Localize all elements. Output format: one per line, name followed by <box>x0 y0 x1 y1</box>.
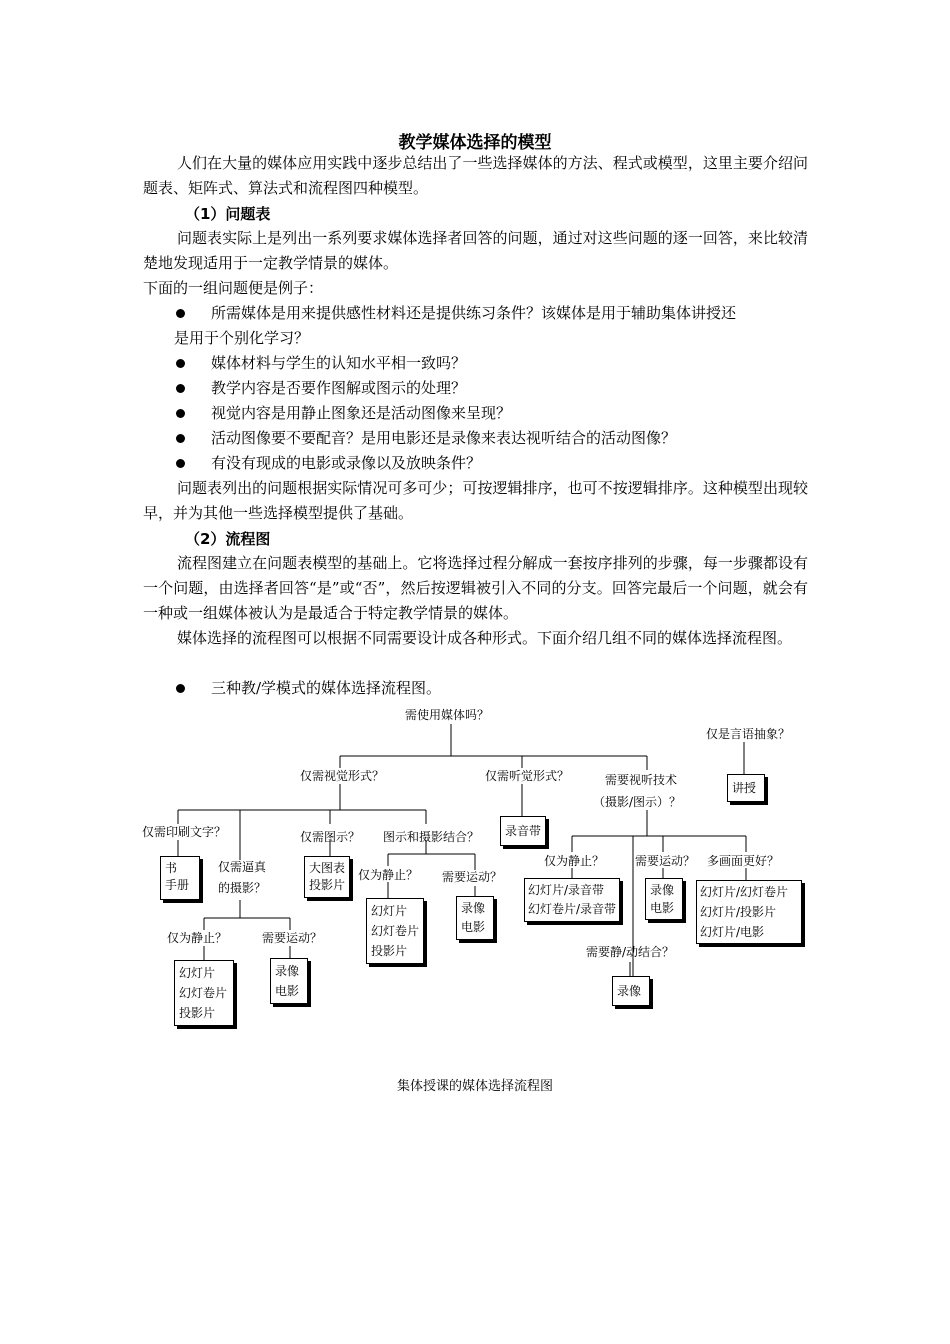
question-still-only: 仅为静止？ <box>544 854 605 868</box>
question-list-summary: 问题表列出的问题根据实际情况可多可少；可按逻辑排序，也可不按逻辑排序。这种模型出现较早，并为其他一些选择模型提供了基础。 <box>143 479 808 522</box>
question-verbal-only: 仅是言语抽象？ <box>706 727 791 741</box>
question-motion-needed: 需要运动？ <box>262 931 323 945</box>
bullet-dot-icon <box>176 384 185 393</box>
result-box-video: 录像 <box>612 976 650 1006</box>
question-realistic-photo-line2: 的摄影？ <box>218 881 267 895</box>
bullet-dot-icon <box>176 434 185 443</box>
bullet-dot-icon <box>176 459 185 468</box>
intro-paragraph: 人们在大量的媒体应用实践中逐步总结出了一些选择媒体的方法、程式或模型，这里主要介绍问题表、矩阵式、算法式和流程图四种模型。 <box>143 154 808 197</box>
question-list-paragraph: 问题表实际上是列出一系列要求媒体选择者回答的问题，通过对这些问题的逐一回答，来比较清楚地发现适用于一定教学情景的媒体。 <box>143 229 808 272</box>
result-box-multi-screen: 幻灯片/幻灯卷片 幻灯片/投影片 幻灯片/电影 <box>696 880 802 944</box>
flowchart-paragraph: 流程图建立在问题表模型的基础上。它将选择过程分解成一套按序排列的步骤，每一步骤都设有一个问题，由选择者回答“是”或“否”，然后按逻辑被引入不同的分支。回答完最后一个问题，就会有一种或一组媒体被认为是最适合于特定教学情景的媒体。 <box>143 554 808 622</box>
question-av-technique-line2: （摄影/图示）？ <box>593 795 682 809</box>
question-still-only: 仅为静止？ <box>358 868 419 882</box>
result-box-motion: 录像 电影 <box>270 958 308 1004</box>
media-selection-flowchart <box>140 700 820 1040</box>
result-box-audiotape: 录音带 <box>500 816 546 846</box>
result-box-still: 幻灯片 幻灯卷片 投影片 <box>174 960 234 1026</box>
question-use-media: 需使用媒体吗？ <box>405 708 490 722</box>
question-motion-needed: 需要运动？ <box>635 854 696 868</box>
result-box-chart: 大图表 投影片 <box>304 856 350 898</box>
question-graphic-photo-combined: 图示和摄影结合？ <box>383 830 480 844</box>
bullet-dot-icon <box>176 684 185 693</box>
document-page: 教学媒体选择的模型 人们在大量的媒体应用实践中逐步总结出了一些选择媒体的方法、程式或模型，这里主要介绍问题表、矩阵式、算法式和流程图四种模型。 （1）问题表 问题表实际上是列出一系列要求媒体选择者回答的问题，通过对这些问题的逐一回答，来比较清楚地发现适用于一定教学情景的媒体。 下面的一组问题便是例子： 所需媒体是用来提供感性材料还是提供练习条件？该媒体是用于辅助集体讲授还 是用于个别化学习？ 媒体材料与学生的认知水平相一致吗？ 教学内容是否要作图解或图示的处理？ 视觉内容是用静止图象还是活动图像来呈现？ 活动图像要不要配音？是用电影还是录像来表达视听结合的活动图像？ 有没有现成的电影或录像以及放映条件？ 问题表列出的问题根据实际情况可多可少；可按逻辑排序，也可不按逻辑排序。这种模型出现较早，并为其他一些选择模型提供了基础。 （2）流程图 流程图建立在问题表模型的基础上。它将选择过程分解成一套按序排列的步骤，每一步骤都设有一个问题，由选择者回答“是”或“否”，然后按逻辑被引入不同的分支。回答完最后一个问题，就会有一种或一组媒体被认为是最适合于特定教学情景的媒体。 媒体选择的流程图可以根据不同需要设计成各种形式。下面介绍几组不同的媒体选择流程图。 三种教/学模式的媒体选择流程图。 需使用媒体吗？ 仅是言语抽象？ 讲授 仅需视觉形式？ 仅需听觉形式？ 需要视听技术 （摄影/图示）？ 录音带 仅需印刷文字？ 书 手册 仅需逼真 的摄影？ 仅需图示？ 大图表 投影片 图示和摄影结合？ 仅为静止？ 幻灯片 幻灯卷片 投影片 需要运动？ 录像 电影 仅为静止？ 幻灯片 幻灯卷片 投影片 需要运动？ 录像 电影 仅为静止？ 幻灯片/录音带 幻灯卷片/录音带 需要运动？ 录像 电影 多画面更好？ 幻灯片/幻灯卷片 幻灯片/投影片 幻灯片/电影 需要静/动结合？ 录像 集体授课的媒体选择流程图 <box>0 0 950 1344</box>
result-box-lecture: 讲授 <box>727 774 765 802</box>
question-still-only: 仅为静止？ <box>167 931 228 945</box>
result-box-motion: 录像 电影 <box>456 896 494 940</box>
flowchart-paragraph-2: 媒体选择的流程图可以根据不同需要设计成各种形式。下面介绍几组不同的媒体选择流程图。 <box>177 629 793 647</box>
result-box-book: 书 手册 <box>160 856 200 900</box>
result-box-still-audio: 幻灯片/录音带 幻灯卷片/录音带 <box>524 878 620 922</box>
question-graphic-only: 仅需图示？ <box>300 830 361 844</box>
question-multi-screen: 多画面更好？ <box>707 854 780 868</box>
example-intro: 下面的一组问题便是例子： <box>143 279 324 297</box>
question-realistic-photo: 仅需逼真 <box>218 860 267 874</box>
section-heading-flowchart: （2）流程图 <box>185 530 271 548</box>
question-audio-only: 仅需听觉形式？ <box>485 769 570 783</box>
question-av-technique: 需要视听技术 <box>605 773 678 787</box>
result-box-motion: 录像 电影 <box>645 878 683 920</box>
question-visual-only: 仅需视觉形式？ <box>300 769 385 783</box>
result-box-still: 幻灯片 幻灯卷片 投影片 <box>366 898 424 964</box>
question-still-motion-combined: 需要静/动结合？ <box>586 945 675 959</box>
question-motion-needed: 需要运动？ <box>442 870 503 884</box>
document-title: 教学媒体选择的模型 <box>398 133 552 153</box>
bullet-dot-icon <box>176 309 185 318</box>
bullet-dot-icon <box>176 359 185 368</box>
bullet-dot-icon <box>176 409 185 418</box>
question-print-only: 仅需印刷文字？ <box>142 825 227 839</box>
section-heading-question-list: （1）问题表 <box>185 205 271 223</box>
flowchart-caption: 集体授课的媒体选择流程图 <box>396 1079 553 1094</box>
